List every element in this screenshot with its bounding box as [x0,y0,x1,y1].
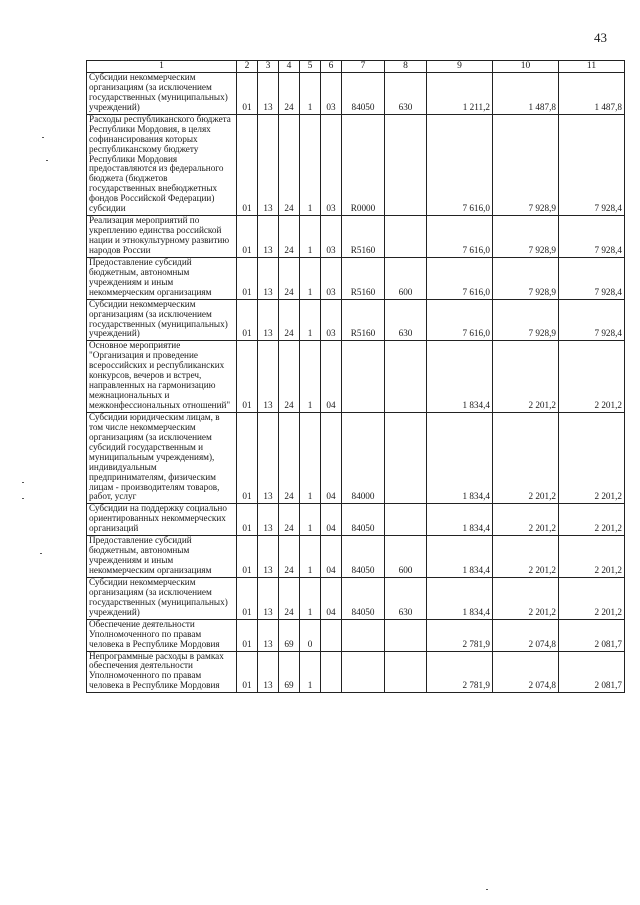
row-cell-c5: 1 [300,257,321,299]
row-cell-c7: R0000 [342,114,385,215]
row-cell-c10: 2 074,8 [493,651,559,693]
row-cell-c3: 13 [258,114,279,215]
column-header: 8 [385,61,427,73]
row-cell-c6 [321,619,342,651]
row-cell-c7: R5160 [342,299,385,341]
row-cell-c8 [385,619,427,651]
row-cell-c2: 01 [237,114,258,215]
row-cell-c9: 1 834,4 [427,341,493,413]
row-cell-c6 [321,651,342,693]
row-cell-c10: 2 201,2 [493,577,559,619]
row-cell-c6: 04 [321,341,342,413]
row-cell-c3: 13 [258,412,279,503]
scan-speck [22,482,24,483]
row-description: Субсидии некоммерческим организациям (за исключением государственных (муниципальных) учреждений) [87,577,237,619]
row-cell-c11: 2 201,2 [559,341,625,413]
row-cell-c4: 24 [279,577,300,619]
row-cell-c5: 1 [300,536,321,578]
row-cell-c5: 1 [300,504,321,536]
row-cell-c6: 03 [321,114,342,215]
column-header: 5 [300,61,321,73]
row-cell-c11: 7 928,4 [559,114,625,215]
column-header: 6 [321,61,342,73]
row-cell-c6: 03 [321,299,342,341]
column-header: 7 [342,61,385,73]
row-cell-c5: 1 [300,114,321,215]
row-cell-c5: 1 [300,577,321,619]
row-cell-c3: 13 [258,536,279,578]
row-cell-c4: 24 [279,504,300,536]
row-cell-c8: 600 [385,257,427,299]
row-cell-c10: 1 487,8 [493,73,559,115]
row-cell-c11: 2 201,2 [559,412,625,503]
column-header: 3 [258,61,279,73]
row-cell-c3: 13 [258,257,279,299]
table-row [87,257,625,299]
row-description: Субсидии на поддержку социально ориентированных некоммерческих организаций [87,504,237,536]
column-header: 11 [559,61,625,73]
row-cell-c4: 24 [279,257,300,299]
row-cell-c2: 01 [237,216,258,258]
row-cell-c2: 01 [237,577,258,619]
row-cell-c11: 2 201,2 [559,536,625,578]
table-row [87,341,625,413]
row-cell-c3: 13 [258,619,279,651]
row-cell-c11: 2 201,2 [559,504,625,536]
scan-speck [486,889,488,890]
row-cell-c7: R5160 [342,216,385,258]
row-cell-c11: 2 081,7 [559,619,625,651]
page-number: 43 [594,30,607,45]
scan-speck [42,137,44,138]
row-description: Субсидии некоммерческим организациям (за исключением государственных (муниципальных) учреждений) [87,73,237,115]
row-cell-c10: 2 201,2 [493,341,559,413]
row-cell-c11: 2 081,7 [559,651,625,693]
table-row [87,299,625,341]
row-cell-c5: 1 [300,299,321,341]
row-cell-c6: 04 [321,504,342,536]
row-cell-c6: 03 [321,73,342,115]
column-header: 10 [493,61,559,73]
scan-speck [22,498,24,499]
row-cell-c10: 7 928,9 [493,114,559,215]
table-row [87,619,625,651]
row-cell-c3: 13 [258,299,279,341]
scan-speck [40,553,42,554]
row-cell-c9: 1 834,4 [427,504,493,536]
column-header: 9 [427,61,493,73]
row-cell-c8 [385,114,427,215]
row-cell-c7: 84000 [342,412,385,503]
row-cell-c6: 04 [321,412,342,503]
budget-table [86,60,625,693]
row-cell-c5: 1 [300,651,321,693]
row-cell-c11: 7 928,4 [559,216,625,258]
row-cell-c4: 24 [279,341,300,413]
table-row [87,73,625,115]
row-description: Непрограммные расходы в рамках обеспечения деятельности Уполномоченного по правам человека в Республике Мордовия [87,651,237,693]
row-cell-c3: 13 [258,341,279,413]
table-row [87,114,625,215]
row-cell-c9: 1 211,2 [427,73,493,115]
row-cell-c11: 1 487,8 [559,73,625,115]
row-cell-c8 [385,216,427,258]
row-cell-c8 [385,341,427,413]
row-cell-c9: 1 834,4 [427,536,493,578]
scan-speck [46,160,48,161]
row-cell-c9: 2 781,9 [427,651,493,693]
row-cell-c11: 7 928,4 [559,299,625,341]
row-cell-c7 [342,619,385,651]
table-row [87,536,625,578]
row-cell-c8: 630 [385,299,427,341]
table-row [87,577,625,619]
row-cell-c2: 01 [237,651,258,693]
row-cell-c6: 04 [321,577,342,619]
row-cell-c8 [385,412,427,503]
row-cell-c2: 01 [237,536,258,578]
row-cell-c7 [342,651,385,693]
row-cell-c5: 1 [300,341,321,413]
row-cell-c9: 7 616,0 [427,257,493,299]
row-cell-c4: 24 [279,412,300,503]
row-cell-c6: 03 [321,257,342,299]
table-body [87,73,625,693]
table-row [87,216,625,258]
row-cell-c3: 13 [258,504,279,536]
row-cell-c6: 03 [321,216,342,258]
row-cell-c2: 01 [237,412,258,503]
row-cell-c9: 7 616,0 [427,299,493,341]
row-description: Субсидии юридическим лицам, в том числе некоммерческим организациям (за исключением субсидий государственным и муниципальным учреждениям), индивидуальным предпринимателям, физическим лицам - производителям товаров, работ, услуг [87,412,237,503]
row-cell-c10: 7 928,9 [493,216,559,258]
row-cell-c2: 01 [237,341,258,413]
row-cell-c5: 0 [300,619,321,651]
row-description: Субсидии некоммерческим организациям (за исключением государственных (муниципальных) учреждений) [87,299,237,341]
row-cell-c3: 13 [258,651,279,693]
row-cell-c4: 24 [279,73,300,115]
row-cell-c7: R5160 [342,257,385,299]
row-cell-c8: 630 [385,73,427,115]
row-cell-c4: 24 [279,114,300,215]
row-cell-c2: 01 [237,257,258,299]
row-cell-c9: 7 616,0 [427,114,493,215]
row-cell-c4: 24 [279,536,300,578]
row-cell-c10: 2 201,2 [493,504,559,536]
row-cell-c9: 2 781,9 [427,619,493,651]
row-cell-c9: 1 834,4 [427,577,493,619]
row-cell-c5: 1 [300,73,321,115]
column-header: 1 [87,61,237,73]
row-cell-c8: 600 [385,536,427,578]
row-cell-c7 [342,341,385,413]
row-cell-c9: 1 834,4 [427,412,493,503]
row-cell-c2: 01 [237,619,258,651]
row-cell-c11: 7 928,4 [559,257,625,299]
row-cell-c7: 84050 [342,577,385,619]
row-cell-c2: 01 [237,504,258,536]
row-cell-c11: 2 201,2 [559,577,625,619]
row-cell-c5: 1 [300,216,321,258]
row-cell-c10: 2 201,2 [493,536,559,578]
row-cell-c5: 1 [300,412,321,503]
row-cell-c10: 2 201,2 [493,412,559,503]
column-header: 4 [279,61,300,73]
row-cell-c6: 04 [321,536,342,578]
table-row [87,504,625,536]
row-cell-c10: 7 928,9 [493,257,559,299]
row-cell-c10: 2 074,8 [493,619,559,651]
table-header-row [87,61,625,73]
row-cell-c4: 69 [279,651,300,693]
row-cell-c8 [385,504,427,536]
row-cell-c2: 01 [237,299,258,341]
row-cell-c3: 13 [258,577,279,619]
row-description: Расходы республиканского бюджета Республики Мордовия, в целях софинансирования которых республиканскому бюджету Республики Мордовия предоставляются из федерального бюджета (бюджетов государственных внебюджетных фондов Российской Федерации) субсидии [87,114,237,215]
row-cell-c2: 01 [237,73,258,115]
row-cell-c4: 24 [279,216,300,258]
table-row [87,651,625,693]
row-cell-c7: 84050 [342,504,385,536]
row-description: Обеспечение деятельности Уполномоченного по правам человека в Республике Мордовия [87,619,237,651]
row-cell-c4: 69 [279,619,300,651]
row-description: Предоставление субсидий бюджетным, автономным учреждениям и иным некоммерческим организациям [87,257,237,299]
column-header: 2 [237,61,258,73]
row-cell-c10: 7 928,9 [493,299,559,341]
row-cell-c9: 7 616,0 [427,216,493,258]
row-cell-c4: 24 [279,299,300,341]
row-description: Основное мероприятие "Организация и проведение всероссийских и республиканских конкурсов, вечеров и встреч, направленных на гармонизацию межнациональных и межконфессиональных отношений" [87,341,237,413]
row-description: Предоставление субсидий бюджетным, автономным учреждениям и иным некоммерческим организациям [87,536,237,578]
row-cell-c3: 13 [258,73,279,115]
table-row [87,412,625,503]
row-cell-c3: 13 [258,216,279,258]
row-description: Реализация мероприятий по укреплению единства российской нации и этнокультурному развитию народов России [87,216,237,258]
row-cell-c7: 84050 [342,536,385,578]
row-cell-c7: 84050 [342,73,385,115]
row-cell-c8 [385,651,427,693]
row-cell-c8: 630 [385,577,427,619]
